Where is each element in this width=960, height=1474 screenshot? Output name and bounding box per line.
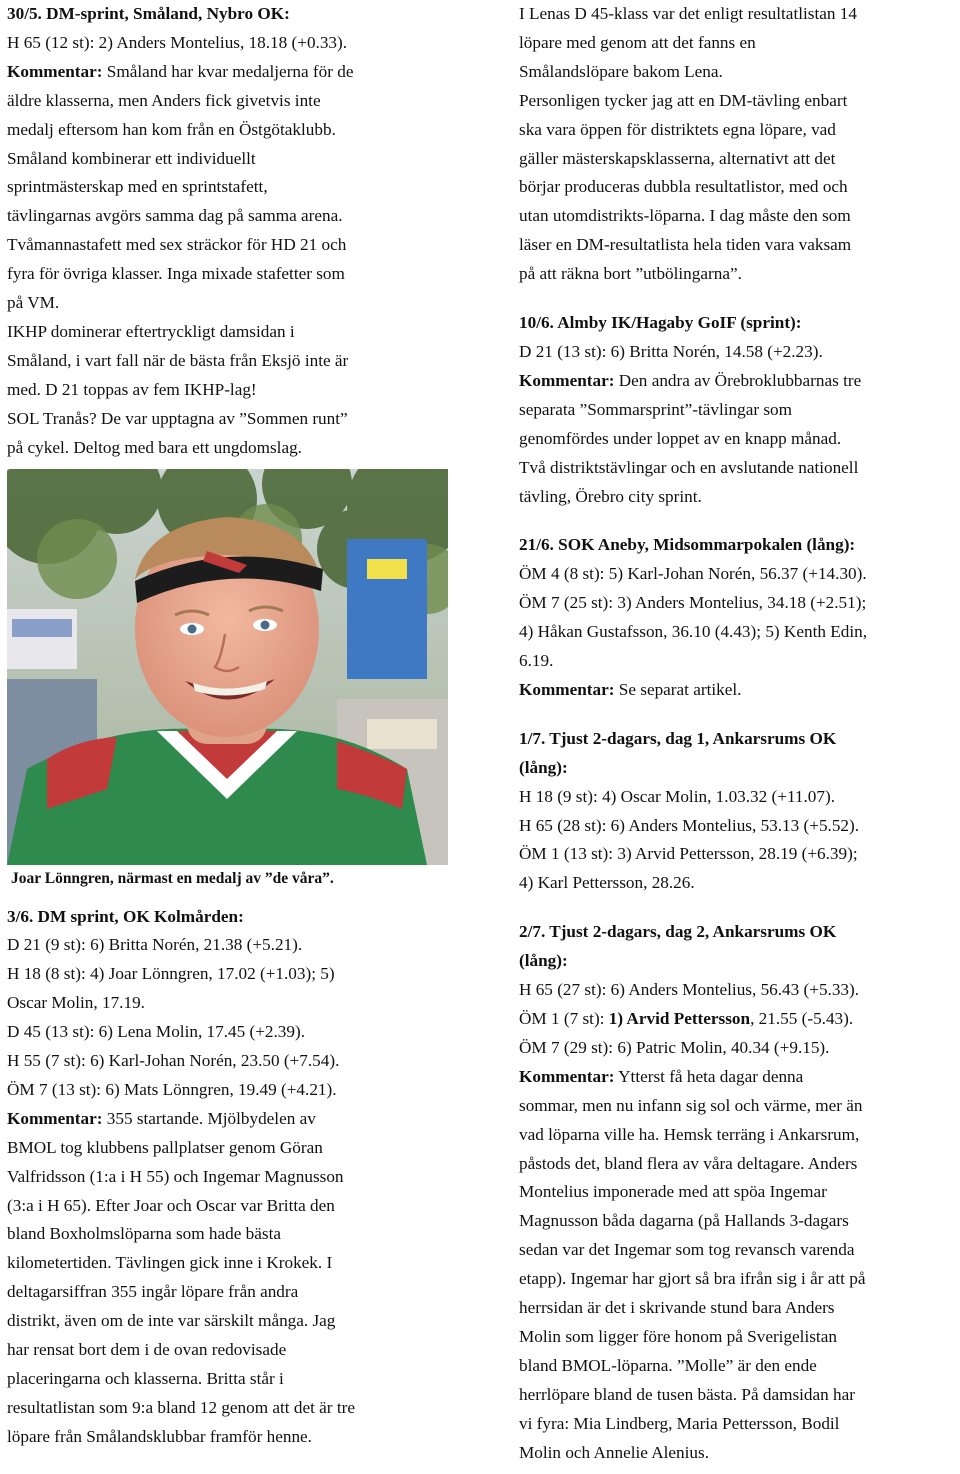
- result-line: ÖM 4 (8 st): 5) Karl-Johan Norén, 56.37 (+14.30).: [519, 564, 867, 584]
- body-line: bland Boxholmslöparna som hade bästa: [7, 1224, 281, 1244]
- result-line: H 65 (28 st): 6) Anders Montelius, 53.13 (+5.52).: [519, 815, 860, 835]
- comment-text: Den andra av Örebroklubbarnas tre: [614, 370, 862, 390]
- comment-line: [519, 367, 957, 396]
- body-line: sommar, men nu infann sig sol och värme, mer än: [519, 1095, 863, 1115]
- comment-line: [7, 1105, 453, 1134]
- body-line: Småland kombinerar ett individuellt: [7, 148, 256, 168]
- body-line: med. D 21 toppas av fem IKHP-lag!: [7, 379, 257, 399]
- body-line: på att räkna bort ”utbölingarna”.: [519, 264, 742, 284]
- body-line: resultatlistan som 9:a bland 12 genom att det är tre: [7, 1397, 355, 1417]
- body-line: BMOL tog klubbens pallplatser genom Göran: [7, 1137, 323, 1157]
- comment-text: 355 startande. Mjölbydelen av: [102, 1108, 316, 1128]
- result-line: ÖM 7 (25 st): 3) Anders Montelius, 34.18 (+2.51);: [519, 593, 867, 613]
- body-line: SOL Tranås? De var upptagna av ”Sommen runt”: [7, 408, 348, 428]
- section-kolmarden: [7, 903, 453, 1452]
- body-line: utan utomdistrikts-löparna. I dag måste den som: [519, 206, 851, 226]
- body-line: herrlöpare bland de tusen bästa. På damsidan har: [519, 1384, 855, 1404]
- left-column: [7, 0, 453, 1452]
- body-line: IKHP dominerar eftertryckligt damsidan i: [7, 321, 295, 341]
- body-line: distrikt, även om de inte var särskilt många. Jag: [7, 1311, 336, 1331]
- comment-label: Kommentar:: [7, 1108, 103, 1128]
- section-heading: 10/6. Almby IK/Hagaby GoIF (sprint):: [519, 313, 802, 333]
- body-line: sprintmästerskap med en sprintstafett,: [7, 177, 268, 197]
- section-nybro: [7, 0, 453, 463]
- section-tjust-day2: [519, 918, 957, 1467]
- runner-photo: [7, 469, 448, 865]
- section-heading: 1/7. Tjust 2-dagars, dag 1, Ankarsrums OK: [519, 728, 837, 748]
- body-line: Småland, i vart fall när de bästa från Eksjö inte är: [7, 350, 349, 370]
- spacer: [519, 898, 957, 918]
- section-heading-cont: (lång):: [519, 757, 568, 777]
- body-line: på VM.: [7, 293, 60, 313]
- spacer: [519, 705, 957, 725]
- body-line: läser en DM-resultatlista hela tiden vara vaksam: [519, 235, 852, 255]
- comment-label: Kommentar:: [519, 679, 615, 699]
- body-line: medalj eftersom han kom från en Östgötaklubb.: [7, 119, 336, 139]
- body-line: kilometertiden. Tävlingen gick inne i Krokek. I: [7, 1253, 333, 1273]
- result-line: H 65 (27 st): 6) Anders Montelius, 56.43 (+5.33).: [519, 980, 860, 1000]
- body-line: etapp). Ingemar har gjort så bra ifrån sig i år att på: [519, 1269, 866, 1289]
- comment-text: Se separat artikel.: [614, 679, 742, 699]
- section-aneby: [519, 531, 957, 704]
- body-line: Magnusson båda dagarna (på Hallands 3-dagars: [519, 1211, 849, 1231]
- result-line: H 18 (8 st): 4) Joar Lönngren, 17.02 (+1.03); 5): [7, 964, 335, 984]
- body-line: herrsidan är det i skrivande stund bara Anders: [519, 1298, 835, 1318]
- comment-text: Ytterst få heta dagar denna: [614, 1066, 804, 1086]
- body-line: genomfördes under loppet av en knapp månad.: [519, 428, 842, 448]
- intro-paragraph: [519, 0, 957, 289]
- comment-text: Småland har kvar medaljerna för de: [102, 61, 354, 81]
- body-line: ska vara öppen för distriktets egna löpare, vad: [519, 119, 836, 139]
- body-line: tävling, Örebro city sprint.: [519, 486, 702, 506]
- body-line: separata ”Sommarsprint”-tävlingar som: [519, 399, 793, 419]
- winner-name: 1) Arvid Pettersson: [608, 1009, 751, 1028]
- section-heading: 3/6. DM sprint, OK Kolmården:: [7, 906, 244, 926]
- body-line: börjar produceras dubbla resultatlistor, med och: [519, 177, 848, 197]
- body-line: Molin som ligger före honom på Sverigelistan: [519, 1326, 837, 1346]
- section-almby: [519, 309, 957, 511]
- comment-label: Kommentar:: [519, 370, 615, 390]
- body-line: påstods det, bland flera av våra deltagare. Anders: [519, 1153, 858, 1173]
- body-line: (3:a i H 65). Efter Joar och Oscar var Britta den: [7, 1195, 335, 1215]
- result-line: Oscar Molin, 17.19.: [7, 993, 145, 1013]
- result-line: D 45 (13 st): 6) Lena Molin, 17.45 (+2.39).: [7, 1022, 306, 1042]
- right-column: [519, 0, 957, 1468]
- body-line: placeringarna och klasserna. Britta står i: [7, 1369, 284, 1388]
- section-heading-cont: (lång):: [519, 951, 568, 971]
- body-line: I Lenas D 45-klass var det enligt resultatlistan 14: [519, 4, 857, 23]
- body-line: Två distriktstävlingar och en avslutande nationell: [519, 457, 859, 477]
- comment-line: [7, 58, 453, 87]
- comment-label: Kommentar:: [519, 1066, 615, 1086]
- result-line: ÖM 7 (29 st): 6) Patric Molin, 40.34 (+9.15).: [519, 1037, 830, 1057]
- result-line: 4) Håkan Gustafsson, 36.10 (4.43); 5) Kenth Edin,: [519, 622, 867, 642]
- body-line: på cykel. Deltog med bara ett ungdomslag.: [7, 437, 302, 457]
- result-line: ÖM 7 (13 st): 6) Mats Lönngren, 19.49 (+4.21).: [7, 1079, 337, 1099]
- body-line: har rensat bort dem i de ovan redovisade: [7, 1340, 287, 1360]
- result-line: H 65 (12 st): 2) Anders Montelius, 18.18 (+0.33).: [7, 32, 348, 52]
- comment-line: [519, 1063, 957, 1092]
- comment-label: Kommentar:: [7, 61, 103, 81]
- spacer: [519, 289, 957, 309]
- body-line: vi fyra: Mia Lindberg, Maria Pettersson, Bodil: [519, 1413, 840, 1433]
- comment-line: [519, 676, 957, 705]
- body-line: sedan var det Ingemar som tog revansch varenda: [519, 1240, 855, 1260]
- body-line: Smålandslöpare bakom Lena.: [519, 61, 723, 81]
- runner-photo-illustration: [7, 469, 448, 865]
- body-line: deltagarsiffran 355 ingår löpare från andra: [7, 1282, 299, 1302]
- result-line: 6.19.: [519, 651, 554, 671]
- result-prefix: ÖM 1 (7 st):: [519, 1009, 609, 1028]
- body-line: vad löparna ville ha. Hemsk terräng i Ankarsrum,: [519, 1124, 860, 1144]
- body-line: Tvåmannastafett med sex sträckor för HD 21 och: [7, 235, 347, 255]
- result-line: [519, 1005, 957, 1034]
- result-suffix: , 21.55 (-5.43).: [750, 1009, 854, 1028]
- result-line: H 18 (9 st): 4) Oscar Molin, 1.03.32 (+11.07).: [519, 786, 836, 806]
- result-line: D 21 (13 st): 6) Britta Norén, 14.58 (+2.23).: [519, 341, 823, 361]
- result-line: D 21 (9 st): 6) Britta Norén, 21.38 (+5.21).: [7, 935, 303, 955]
- section-heading: 21/6. SOK Aneby, Midsommarpokalen (lång):: [519, 535, 856, 555]
- section-heading: 2/7. Tjust 2-dagars, dag 2, Ankarsrums OK: [519, 922, 837, 942]
- body-line: Montelius imponerade med att spöa Ingemar: [519, 1182, 827, 1202]
- result-line: ÖM 1 (13 st): 3) Arvid Pettersson, 28.19 (+6.39);: [519, 844, 858, 864]
- body-line: tävlingarnas avgörs samma dag på samma arena.: [7, 206, 343, 226]
- result-line: 4) Karl Pettersson, 28.26.: [519, 873, 695, 893]
- body-line: löpare från Smålandsklubbar framför henne.: [7, 1426, 312, 1446]
- spacer: [519, 511, 957, 531]
- section-tjust-day1: [519, 725, 957, 898]
- body-line: äldre klasserna, men Anders fick givetvis inte: [7, 90, 321, 110]
- body-line: bland BMOL-löparna. ”Molle” är den ende: [519, 1355, 817, 1375]
- body-line: gäller mästerskapsklasserna, alternativt att det: [519, 148, 836, 168]
- photo-caption: Joar Lönngren, närmast en medalj av ”de våra”.: [11, 869, 334, 887]
- result-line: H 55 (7 st): 6) Karl-Johan Norén, 23.50 (+7.54).: [7, 1051, 340, 1071]
- body-line: Molin och Annelie Alenius.: [519, 1442, 710, 1462]
- body-line: Personligen tycker jag att en DM-tävling enbart: [519, 90, 848, 110]
- section-heading: 30/5. DM-sprint, Småland, Nybro OK:: [7, 4, 290, 23]
- body-line: fyra för övriga klasser. Inga mixade stafetter som: [7, 264, 345, 284]
- body-line: Valfridsson (1:a i H 55) och Ingemar Magnusson: [7, 1166, 344, 1186]
- body-line: löpare med genom att det fanns en: [519, 32, 756, 52]
